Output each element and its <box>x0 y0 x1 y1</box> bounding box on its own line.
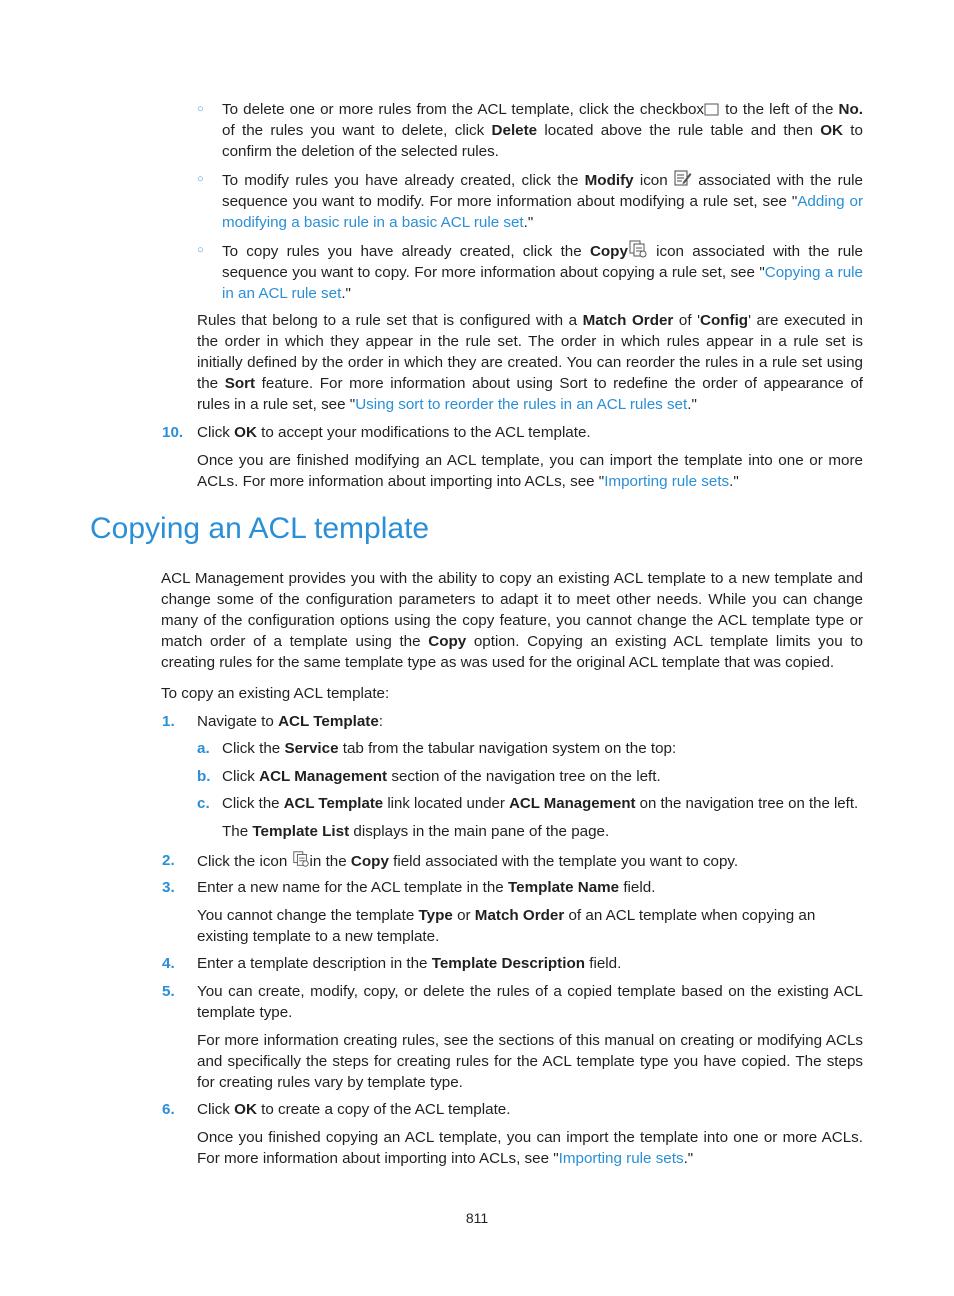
step-number: 3. <box>162 879 175 896</box>
step-number: 10. <box>162 424 184 441</box>
step-2-text: Click the icon in the Copy field associated with the template you want to copy. <box>197 850 863 872</box>
step-10-note: Once you are finished modifying an ACL template, you can import the template into one or more ACLs. For more information about importing into ACLs, see "Importing rule sets." <box>197 452 863 490</box>
step-6-text: Click OK to create a copy of the ACL template. <box>197 1101 511 1118</box>
step-number: 4. <box>162 955 175 972</box>
step-number: 1. <box>162 713 175 730</box>
step-3-text: Enter a new name for the ACL template in the Template Name field. <box>197 879 656 896</box>
step-1a-text: Click the Service tab from the tabular navigation system on the top: <box>222 740 677 757</box>
step-3-note: You cannot change the template Type or Match Order of an ACL template when copying an existing template to a new template. <box>197 907 816 945</box>
substep-letter: a. <box>197 740 210 757</box>
bullet-delete-text: To delete one or more rules from the ACL template, click the checkbox to the left of the No. of the rules you want to delete, click Delete located above the rule table and then OK to confirm the deletion of the selected rules. <box>222 101 863 160</box>
substep-letter: b. <box>197 768 211 785</box>
checkbox-icon <box>704 102 720 116</box>
link-copying-rule[interactable]: Copying a rule in an ACL rule set <box>222 264 864 302</box>
link-using-sort[interactable]: Using sort to reorder the rules in an ACL rules set <box>355 396 688 413</box>
link-importing-rule-sets[interactable]: Importing rule sets <box>604 473 730 490</box>
step-5-text: You can create, modify, copy, or delete the rules of a copied template based on the existing ACL template type. <box>197 983 863 1021</box>
bullet-marker: ○ <box>197 173 204 185</box>
step-1c-text: Click the ACL Template link located under ACL Management on the navigation tree on the left. <box>222 795 859 812</box>
lead-text: To copy an existing ACL template: <box>161 685 390 702</box>
step-1-text: Navigate to ACL Template: <box>197 713 384 730</box>
page-number: 811 <box>465 1210 489 1226</box>
section-heading: Copying an ACL template <box>90 512 430 545</box>
step-6-note: Once you finished copying an ACL template, you can import the template into one or more ACLs. For more information about importing into ACLs, see "Importing rule sets." <box>197 1129 863 1167</box>
substep-letter: c. <box>197 795 210 812</box>
bullet-marker: ○ <box>197 103 204 115</box>
link-adding-modifying-rule[interactable]: Adding or modifying a basic rule in a basic ACL rule set <box>222 193 863 231</box>
step-number: 5. <box>162 983 175 1000</box>
step-number: 6. <box>162 1101 175 1118</box>
link-importing-rule-sets[interactable]: Importing rule sets <box>558 1150 684 1167</box>
step-number: 2. <box>162 852 175 869</box>
copy-icon <box>292 850 310 868</box>
step-4-text: Enter a template description in the Template Description field. <box>197 955 622 972</box>
step-5-note: For more information creating rules, see the sections of this manual on creating or modifying ACLs and specifically the steps for creating rules for the ACL template type you have copied. The steps for creating rules vary by template type. <box>197 1032 863 1091</box>
bullet-marker: ○ <box>197 244 204 256</box>
step-1c-note: The Template List displays in the main pane of the page. <box>222 823 610 840</box>
intro-paragraph: ACL Management provides you with the ability to copy an existing ACL template to a new template and change some of the configuration parameters to adapt it to meet other needs. While you can change many of the configuration options using the copy feature, you cannot change the ACL template type or match order of a template using the Copy option. Copying an existing ACL template limits you to creating rules for the same template type as was used for the original ACL template that was copied. <box>161 570 863 671</box>
modify-icon <box>674 169 692 187</box>
copy-icon <box>628 240 648 258</box>
bullet-copy-text: To copy rules you have already created, click the Copy icon associated with the rule sequence you want to copy. For more information about copying a rule set, see "Copying a rule in an ACL rule set." <box>222 240 863 304</box>
step-1b-text: Click ACL Management section of the navigation tree on the left. <box>222 768 661 785</box>
bullet-modify-text: To modify rules you have already created, click the Modify icon associated with the rule sequence you want to modify. For more information about modifying a rule set, see "Adding or modifying a basic rule in a basic ACL rule set." <box>222 169 863 233</box>
step-10-text: Click OK to accept your modifications to the ACL template. <box>197 424 591 441</box>
rules-paragraph: Rules that belong to a rule set that is configured with a Match Order of 'Config' are executed in the order in which they appear in the rule set. The order in which rules appear in a rule set is initially defined by the order in which they are created. You can reorder the rules in a rule set using the Sort feature. For more information about using Sort to redefine the order of appearance of rules in a rule set, see "Using sort to reorder the rules in an ACL rules set." <box>197 312 863 413</box>
